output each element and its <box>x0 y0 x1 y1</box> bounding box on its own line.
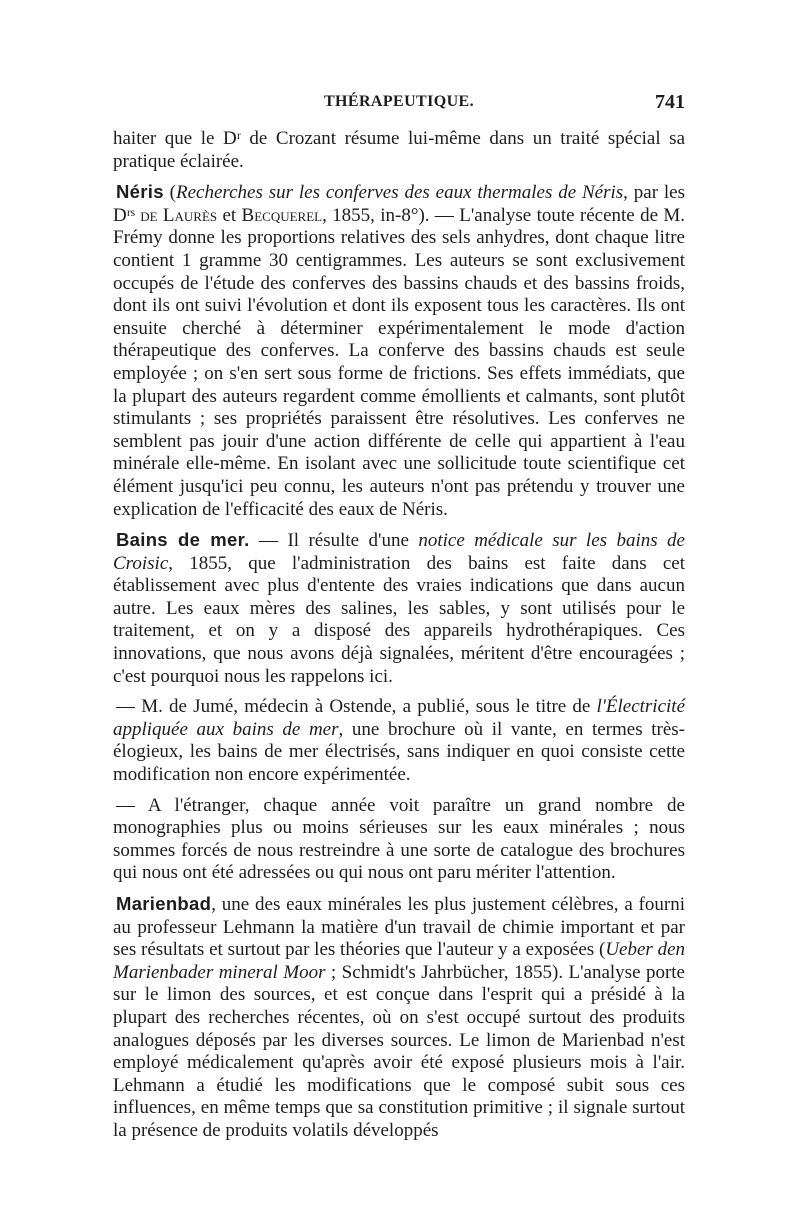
paragraph-marienbad <box>113 893 685 1143</box>
marienbad-text-2: ; Schmidt's Jahrbücher, 1855). L'analyse porte sur le limon des sources, et est conçue dans l'esprit qui a présidé à la plupart des recherches récentes, où on s'est occupé surtout des produits analogues déposés par les diverses sources. Le limon de Marienbad n'est employé médicalement qu'après avoir été exposé plusieurs mois à l'air. Lehmann a étudié les modifications que le composé subit sous ces influences, en même temps que sa constitution primitive ; il signale surtout la présence de produits volatils développés <box>113 961 685 1141</box>
running-head <box>113 93 685 119</box>
text-block <box>113 128 685 1151</box>
neris-text-3: et <box>217 204 242 226</box>
bains-title: notice médicale sur les bains de Croisic <box>113 530 685 574</box>
neris-author-2: Becquerel <box>241 204 323 226</box>
marienbad-text-1: , une des eaux minérales les plus justement célèbres, a fourni au professeur Lehmann la matière d'un travail de chimie important et par ses résultats et surtout par les théories que l'auteur y a exposées ( <box>113 894 685 961</box>
paragraph-continuation: haiter que le Dʳ de Crozant résume lui-même dans un traité spécial sa pratique éclairée. <box>113 128 685 172</box>
jume-text-2: , une brochure où il vante, en termes très-élogieux, les bains de mer électrisés, sans indiquer en quoi consiste cette modification non encore expérimentée. <box>113 718 685 786</box>
paragraph-bains-de-mer <box>113 529 685 688</box>
entry-heading-marienbad: Marienbad <box>116 893 212 914</box>
page-number: 741 <box>655 91 685 113</box>
paragraph-neris <box>113 181 685 521</box>
paragraph-jume <box>113 696 685 786</box>
neris-author-1: de Laurès <box>140 204 218 226</box>
paragraph-etranger: — A l'étranger, chaque année voit paraître un grand nombre de monographies plus ou moins sérieuses sur les eaux minérales ; nous sommes forcés de nous restreindre à une sorte de catalogue des brochures qui nous ont été adressées ou qui nous ont paru mériter l'attention. <box>113 794 685 884</box>
jume-title: l'Électricité appliquée aux bains de mer <box>113 696 685 740</box>
entry-heading-neris: Néris <box>116 181 164 203</box>
jume-text-1: — M. de Jumé, médecin à Ostende, a publié, sous le titre de <box>116 696 597 718</box>
neris-text-2: , par les Dʳˢ <box>113 182 686 226</box>
bains-text-2: , 1855, que l'administration des bains est faite dans cet établissement avec plus d'entente des vraies indications que dans aucun autre. Les eaux mères des salines, les sables, y sont utilisés pour le traitement, et on y a disposé des appareils hydrothérapiques. Ces innovations, que nous avons déjà signalées, méritent d'être encouragées ; c'est pourquoi nous les rappelons ici. <box>113 552 685 687</box>
neris-title: Recherches sur les conferves des eaux thermales de Néris <box>175 182 624 204</box>
bains-text-1: — Il résulte d'une <box>249 530 419 552</box>
neris-text-1: ( <box>163 182 176 204</box>
marienbad-title: Ueber den Marienbader mineral Moor <box>113 939 686 983</box>
neris-text-4: , 1855, in-8°). — L'analyse toute récente de M. Frémy donne les proportions relatives des sels anhydres, dont chaque litre contient 1 gramme 30 centigrammes. Les auteurs se sont exclusivement occupés de l'étude des conferves des bassins chauds et des bassins froids, dont ils ont suivi l'évolution et dont ils exposent tous les caractères. Ils ont ensuite cherché à déterminer expérimentalement le mode d'action thérapeutique des conferves. La conferve des bassins chauds est seule employée ; on s'en sert sous forme de frictions. Ses effets immédiats, que la plupart des auteurs regardent comme émollients et calmants, sont plutôt stimulants ; ses propriétés paraissent être résolutives. Les conferves ne semblent pas jouir d'une action différente de celle qui appartient à l'eau minérale elle-même. En isolant avec une sollicitude toute scientifique cet élément jusqu'ici peu connu, les auteurs n'ont pas prétendu y trouver une explication de l'efficacité des eaux de Néris. <box>113 204 685 520</box>
entry-heading-bains-de-mer: Bains de mer. <box>116 529 250 551</box>
running-title: THÉRAPEUTIQUE. <box>323 93 475 110</box>
